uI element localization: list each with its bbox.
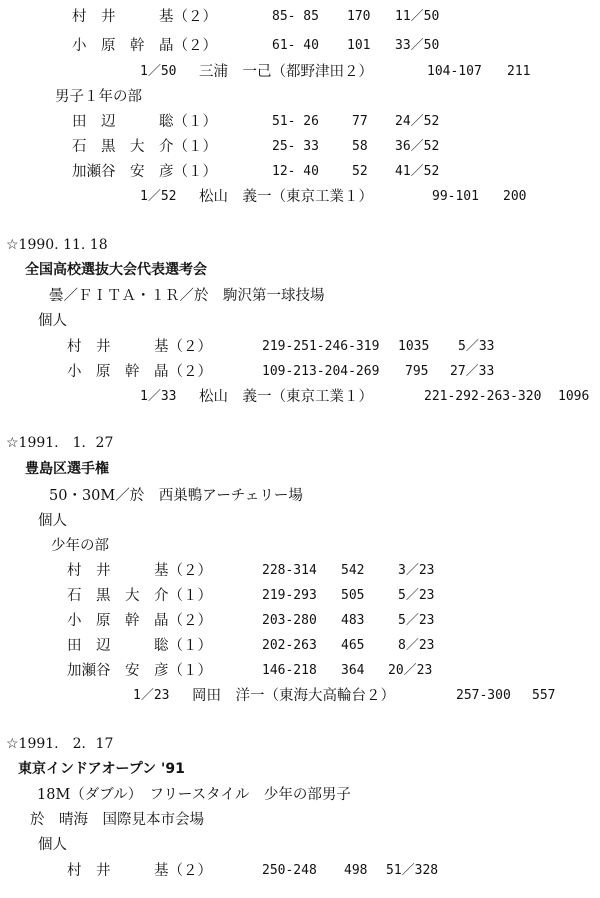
athlete-name: 村 井 基（２） [67,863,212,879]
rank: 5／33 [458,339,495,354]
score: 203-280 [262,613,317,628]
event-venue: 於 晴海 国際見本市会場 [30,812,204,828]
winner-total: 1096 [558,389,590,404]
winner-total: 200 [503,189,527,204]
winner-rank: 1／52 [140,189,177,204]
document-page: 村 井 基（２） 85- 85 170 11／50 小 原 幹 晶（２） 61- 40 101 33／50 1／50 三浦 一己（都野津田２） 104-107 211 男子１年の部 田 辺 聡（１） 51- 26 77 24／52 石 黒 大 介（１） 25- 33 58 36／52 加瀬谷 安 彦（１） 12- 40 52 41／52 1／52 松山 義一（東京工業１） 99-101 200 ☆1990. 11. 18 全国高校選抜大会代表選考会 曇／ＦＩＴＡ・１Ｒ／於 駒沢第一球技場 個人 村 井 基（２） 219-251-246-319 1035 5／33 小 原 幹 晶（２） 109-213-204-269 795 27／33 1／33 松山 義一（東京工業１） 221-292-263-320 1096 ☆1991. 1．27 豊島区選手権 50・30M／於 西巣鴨アーチェリー場 個人 少年の部 村 井 基（２） 228-314 542 3／23 石 黒 大 介（１） 219-293 505 5／23 小 原 幹 晶（２） 203-280 483 5／23 田 辺 聡（１） 202-263 465 8／23 加瀬谷 安 彦（１） 146-218 364 20／23 1／23 岡田 洋一（東海大高輪台２） 257-300 557 ☆1991. 2．17 東京インドアオープン '91 18M（ダブル） フリースタイル 少年の部男子 於 晴海 国際見本市会場 個人 村 井 基（２） 250-248 498 51／328 [6,9,590,879]
score: 219-251-246-319 [262,339,380,354]
rank: 36／52 [395,139,440,154]
event-info: 曇／ＦＩＴＡ・１Ｒ／於 駒沢第一球技場 [49,288,325,304]
total: 58 [352,139,368,154]
athlete-name: 石 黒 大 介（１） [72,139,217,155]
athlete-name: 田 辺 聡（１） [67,638,212,654]
winner-name: 岡田 洋一（東海大高輪台２） [192,688,395,704]
athlete-name: 村 井 基（２） [67,339,212,355]
winner-name: 松山 義一（東京工業１） [199,189,373,205]
winner-rank: 1／50 [140,64,177,79]
rank: 27／33 [450,364,495,379]
athlete-name: 田 辺 聡（１） [72,114,217,130]
athlete-name: 加瀬谷 安 彦（１） [72,164,217,180]
score: 51- 26 [272,114,319,129]
event-date: ☆1991. 2．17 [6,736,114,752]
total: 101 [347,38,371,53]
athlete-name: 村 井 基（２） [72,9,217,25]
total: 498 [344,863,368,878]
total: 542 [341,563,365,578]
event-title: 東京インドアオープン '91 [18,761,185,777]
category-label: 個人 [38,313,67,329]
winner-name: 三浦 一己（都野津田２） [199,64,373,80]
total: 77 [352,114,368,129]
event-info: 50・30M／於 西巣鴨アーチェリー場 [49,488,303,504]
event-title: 全国高校選抜大会代表選考会 [25,262,207,278]
rank: 24／52 [395,114,440,129]
score: 85- 85 [272,9,319,24]
winner-name: 松山 義一（東京工業１） [199,389,373,405]
rank: 3／23 [398,563,435,578]
rank: 8／23 [398,638,435,653]
score: 25- 33 [272,139,319,154]
winner-rank: 1／33 [140,389,177,404]
event-date: ☆1991. 1．27 [6,435,114,451]
athlete-name: 村 井 基（２） [67,563,212,579]
athlete-name: 小 原 幹 晶（２） [67,364,212,380]
score: 61- 40 [272,38,319,53]
winner-total: 557 [532,688,556,703]
event-info: 18M（ダブル） フリースタイル 少年の部男子 [37,787,351,803]
winner-score: 99-101 [432,189,479,204]
winner-score: 104-107 [427,64,482,79]
rank: 5／23 [398,613,435,628]
rank: 20／23 [388,663,433,678]
score: 109-213-204-269 [262,364,380,379]
score: 12- 40 [272,164,319,179]
total: 1035 [398,339,430,354]
category-label: 個人 [38,513,67,529]
athlete-name: 小 原 幹 晶（２） [67,613,212,629]
total: 795 [405,364,429,379]
winner-rank: 1／23 [133,688,170,703]
athlete-name: 加瀬谷 安 彦（１） [67,663,212,679]
rank: 41／52 [395,164,440,179]
category-label: 個人 [38,837,67,853]
winner-score: 257-300 [456,688,511,703]
total: 505 [341,588,365,603]
score: 228-314 [262,563,317,578]
total: 364 [341,663,365,678]
score: 219-293 [262,588,317,603]
athlete-name: 石 黒 大 介（１） [67,588,212,604]
total: 52 [352,164,368,179]
total: 170 [347,9,371,24]
winner-score: 221-292-263-320 [424,389,542,404]
event-title: 豊島区選手権 [25,461,109,477]
rank: 11／50 [395,9,440,24]
winner-total: 211 [507,64,531,79]
rank: 5／23 [398,588,435,603]
score: 202-263 [262,638,317,653]
total: 483 [341,613,365,628]
event-date: ☆1990. 11. 18 [6,237,108,253]
athlete-name: 小 原 幹 晶（２） [72,38,217,54]
total: 465 [341,638,365,653]
subheading: 少年の部 [51,538,109,554]
rank: 51／328 [386,863,439,878]
rank: 33／50 [395,38,440,53]
score: 146-218 [262,663,317,678]
score: 250-248 [262,863,317,878]
